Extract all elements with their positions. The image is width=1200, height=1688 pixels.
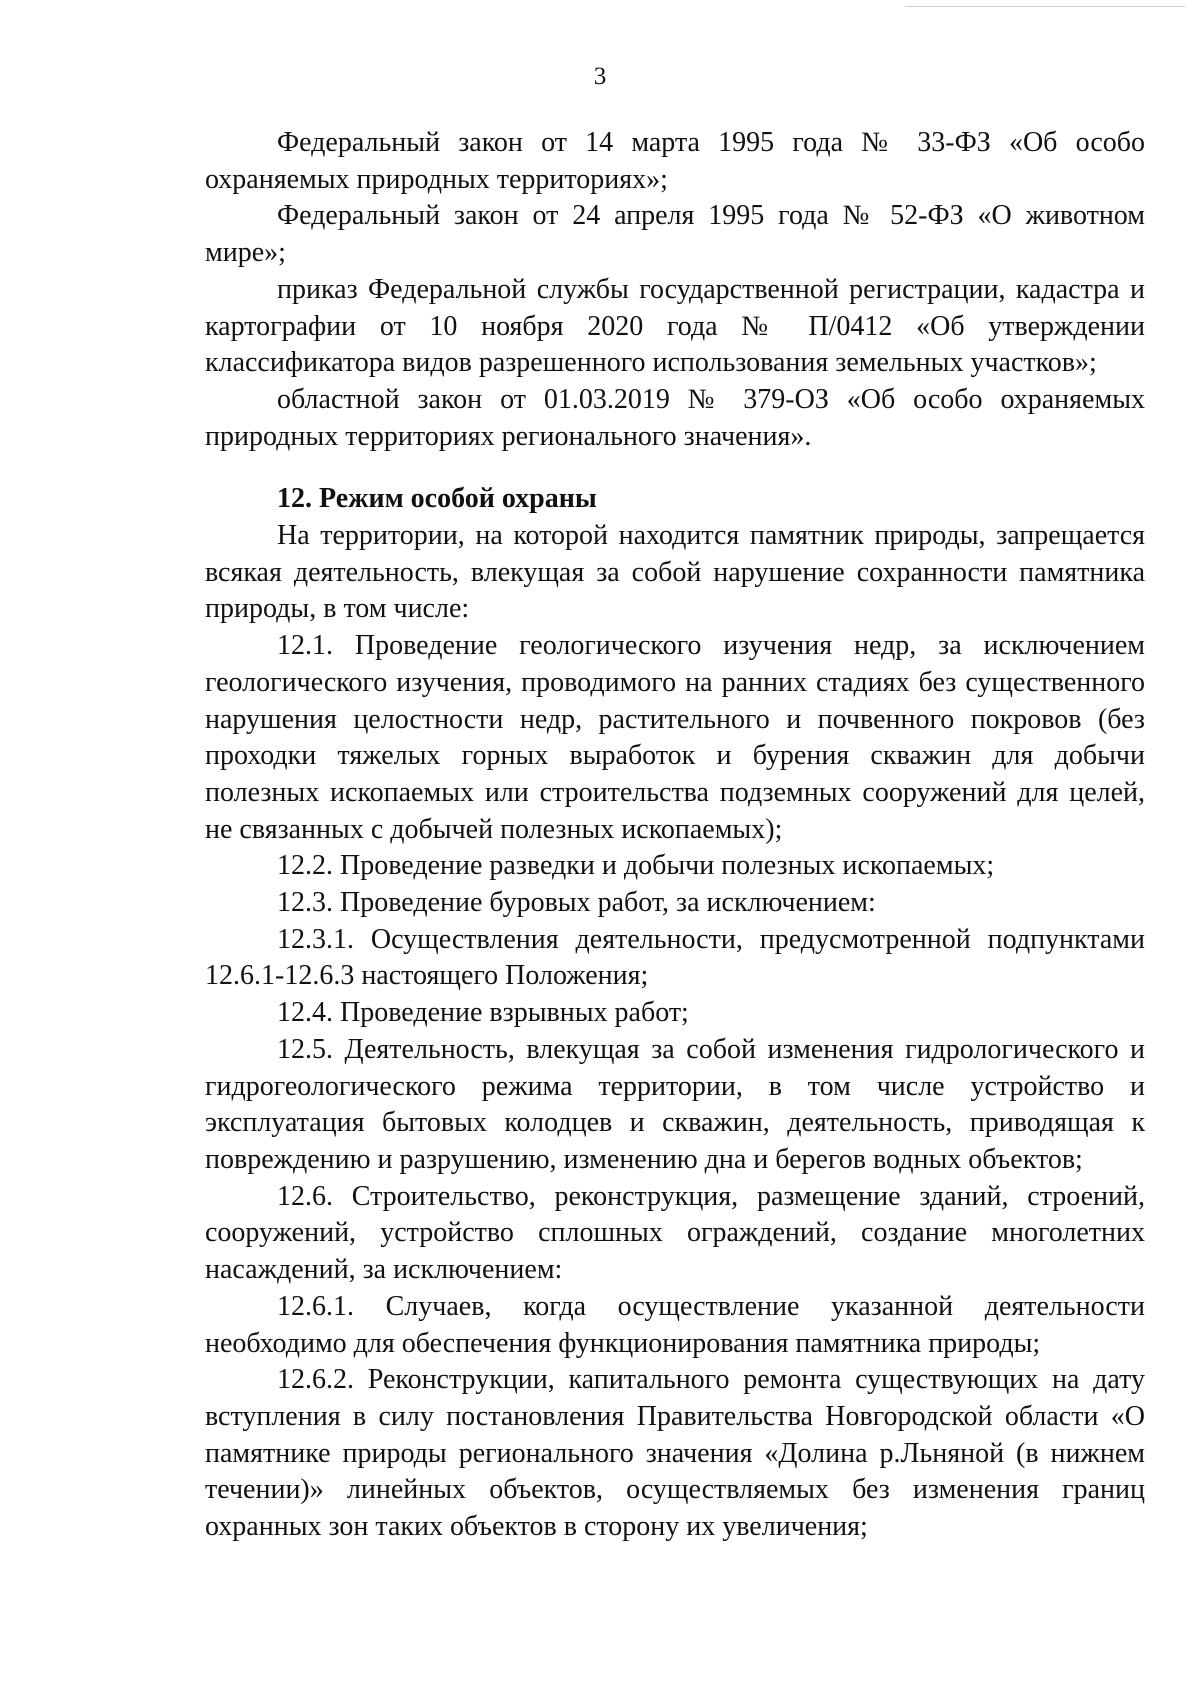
section-intro: На территории, на которой находится памятник природы, запрещается всякая деятельность, влекущая за собой нарушение сохранности памятника природы, в том числе: bbox=[205, 520, 1145, 625]
clause-12-4: 12.4. Проведение взрывных работ; bbox=[277, 997, 689, 1029]
law-reference: приказ Федеральной службы государственной регистрации, кадастра и картографии от 10 ноября 2020 года № П/0412 «Об утверждении классификатора видов разрешенного использования земельных участков»; bbox=[205, 273, 1145, 379]
clause-12-6-1: 12.6.1. Случаев, когда осуществление указанной деятельности необходимо для обеспечения функционирования памятника природы; bbox=[205, 1290, 1145, 1359]
clause-12-3: 12.3. Проведение буровых работ, за исключением: bbox=[277, 887, 876, 919]
clause-12-6: 12.6. Строительство, реконструкция, размещение зданий, строений, сооружений, устройство сплошных ограждений, создание многолетних насаждений, за исключением: bbox=[205, 1180, 1145, 1286]
page-number: 3 bbox=[593, 63, 607, 90]
section-heading: 12. Режим особой охраны bbox=[277, 483, 597, 515]
clause-12-5: 12.5. Деятельность, влекущая за собой изменения гидрологического и гидрогеологического режима территории, в том числе устройство и эксплуатация бытовых колодцев и скважин, деятельность, приводящая к повреждению и разрушению, изменению дна и берегов водных объектов; bbox=[205, 1033, 1145, 1175]
clause-12-2: 12.2. Проведение разведки и добычи полезных ископаемых; bbox=[277, 850, 995, 882]
document-body bbox=[205, 125, 1145, 1546]
scan-edge-line bbox=[905, 6, 1185, 7]
law-reference: Федеральный закон от 24 апреля 1995 года № 52-ФЗ «О животном мире»; bbox=[205, 200, 1145, 269]
law-reference: областной закон от 01.03.2019 № 379-ОЗ «Об особо охраняемых природных территориях регионального значения». bbox=[205, 383, 1145, 452]
law-reference: Федеральный закон от 14 марта 1995 года № 33-ФЗ «Об особо охраняемых природных территориях»; bbox=[205, 127, 1145, 195]
clause-12-6-2: 12.6.2. Реконструкции, капитального ремонта существующих на дату вступления в силу постановления Правительства Новгородской области «О памятнике природы регионального значения «Долина р.Льняной (в нижнем течении)» линейных объектов, осуществляемых без изменения границ охранных зон таких объектов в сторону их увеличения; bbox=[205, 1364, 1145, 1543]
clause-12-3-1: 12.3.1. Осуществления деятельности, предусмотренной подпунктами 12.6.1-12.6.3 настоящего Положения; bbox=[205, 923, 1145, 992]
clause-12-1: 12.1. Проведение геологического изучения недр, за исключением геологического изучения, проводимого на ранних стадиях без существенного нарушения целостности недр, растительного и почвенного покровов (без проходки тяжелых горных выработок и бурения скважин для добычи полезных ископаемых или строительства подземных сооружений для целей, не связанных с добычей полезных ископаемых); bbox=[205, 630, 1145, 845]
